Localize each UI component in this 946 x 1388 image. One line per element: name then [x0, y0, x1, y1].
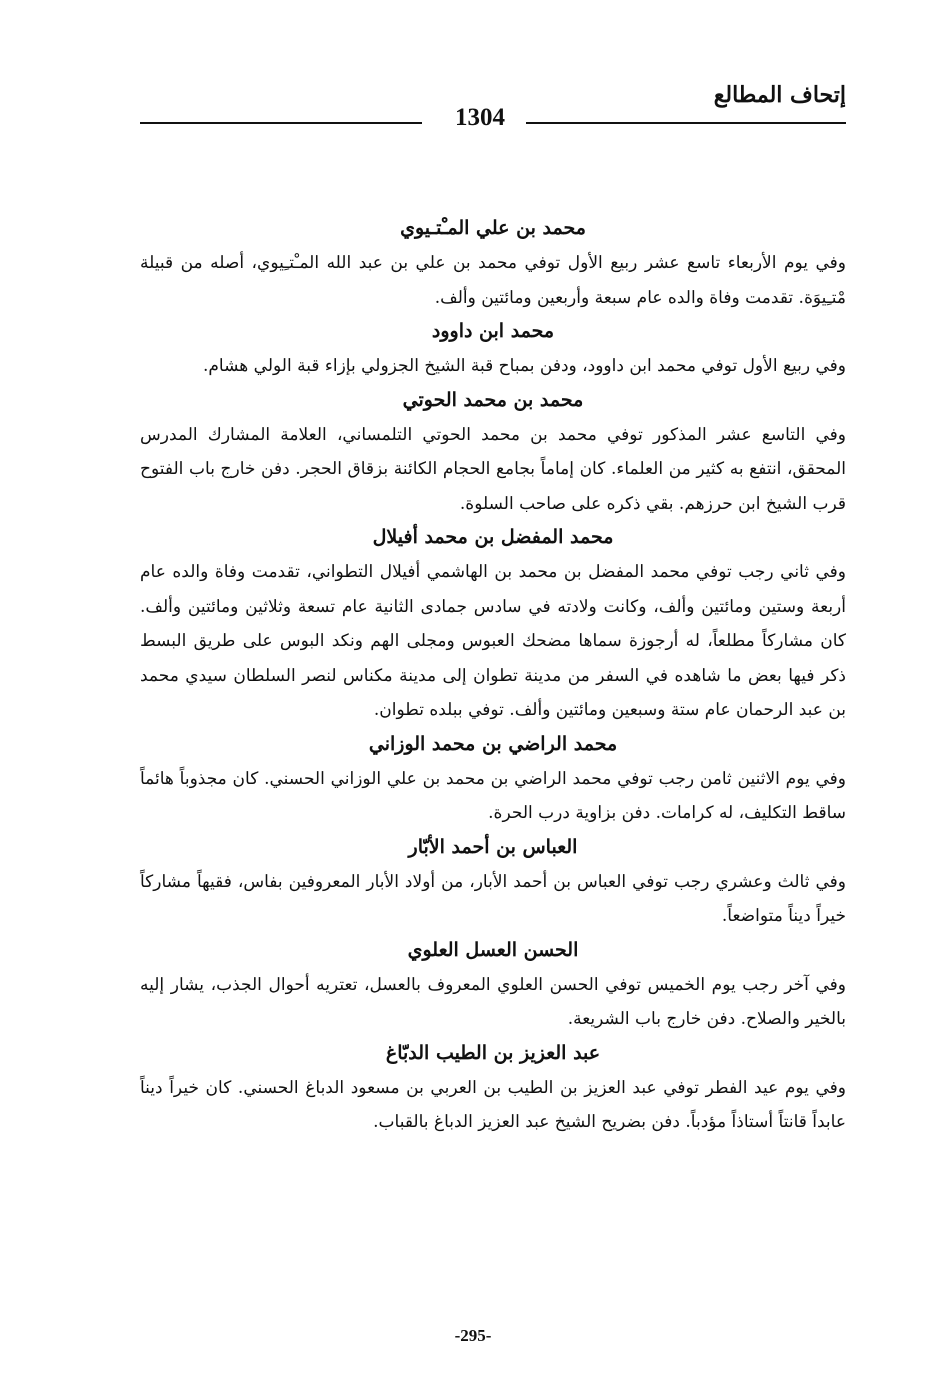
- entry-body: وفي ربيع الأول توفي محمد ابن داوود، ودفن بمباح قبة الشيخ الجزولي بإزاء قبة الولي هشام.: [203, 356, 846, 376]
- entry: [140, 833, 846, 934]
- entry-body: وفي يوم الاثنين ثامن رجب توفي محمد الراضي بن محمد بن علي الوزاني الحسني. كان مجذوباً هائماً ساقط التكليف، له كرامات. دفن بزاوية درب الحرة.: [140, 768, 846, 823]
- entry-title: محمد المفضل بن محمد أفيلال: [372, 526, 614, 548]
- entry-body: وفي ثالث وعشري رجب توفي العباس بن أحمد الأبار، من أولاد الأبار المعروفين بفاس، فقيهاً مشاركاً خيراً ديناً متواضعاً.: [140, 871, 846, 926]
- page-number: -295-: [454, 1326, 492, 1345]
- entry: [140, 523, 846, 728]
- header-rule-left: [140, 122, 422, 124]
- entry: [140, 1039, 846, 1140]
- entry-title: محمد الراضي بن محمد الوزاني: [368, 732, 618, 755]
- entry-body: وفي يوم عيد الفطر توفي عبد العزيز بن الطيب بن العربي بن مسعود الدباغ الحسني. كان خيراً ديناً عابداً قانتاً أستاذاً مؤدباً. دفن بضريح الشيخ عبد العزيز الدباغ بالقباب.: [140, 1077, 846, 1132]
- entry: [140, 317, 846, 384]
- entry-body: وفي يوم الأربعاء تاسع عشر ربيع الأول توفي محمد بن علي بن عبد الله المـْتـِيوي، أصله من قبيلة مْتـِيوَة. تقدمت وفاة والده عام سبعة وأربعين ومائتين وألف.: [140, 253, 846, 308]
- entry-title: العباس بن أحمد الأبّار: [408, 835, 578, 858]
- running-title: إتحاف المطالع: [713, 82, 846, 108]
- entry-title: الحسن العسل العلوي: [407, 938, 579, 961]
- entry-body: وفي آخر رجب يوم الخميس توفي الحسن العلوي المعروف بالعسل، تعتريه أحوال الجذب، يشار إليه بالخير والصلاح. دفن خارج باب الشريعة.: [140, 974, 846, 1029]
- entry-title: محمد بن محمد الحوتي: [402, 388, 584, 411]
- entry: [140, 730, 846, 831]
- year-heading: 1304: [455, 104, 505, 131]
- entry-body: وفي ثاني رجب توفي محمد المفضل بن محمد بن الهاشمي أفيلال التطواني، تقدمت وفاة والده عام أربعة وستين ومائتين وألف، وكانت ولادته في سادس جمادى الثانية عام تسعة وثلاثين ومائتين وألف. كان مشاركاً مطلعاً، له أرجوزة سماها مضحك العبوس ومجلى الهم ونكد البوس على طريق البسط ذكر فيها بعض ما شاهده في السفر من مدينة تطوان إلى مدينة مكناس لنصر السلطان سيدي محمد بن عبد الرحمان عام ستة وسبعين ومائتين وألف. توفي ببلده تطوان.: [140, 562, 846, 720]
- main-text: [140, 212, 846, 1142]
- entry-title: عبد العزيز بن الطيب الدبّاغ: [385, 1041, 601, 1064]
- entry: [140, 386, 846, 522]
- header-rule-right: [526, 122, 846, 124]
- entry: [140, 214, 846, 315]
- page-header: [140, 78, 846, 138]
- entry: [140, 936, 846, 1037]
- entry-title: محمد بن علي المـْتـيوي: [400, 217, 586, 239]
- entry-title: محمد ابن داوود: [431, 320, 555, 342]
- entry-body: وفي التاسع عشر المذكور توفي محمد بن محمد الحوتي التلمساني، العلامة المشارك المدرس المحقق، انتفع به كثير من العلماء. كان إماماً بجامع الحجام الكائنة بزقاق الحجر. دفن خارج باب الفتوح قرب الشيخ ابن حرزهم. بقي ذكره على صاحب السلوة.: [140, 424, 846, 514]
